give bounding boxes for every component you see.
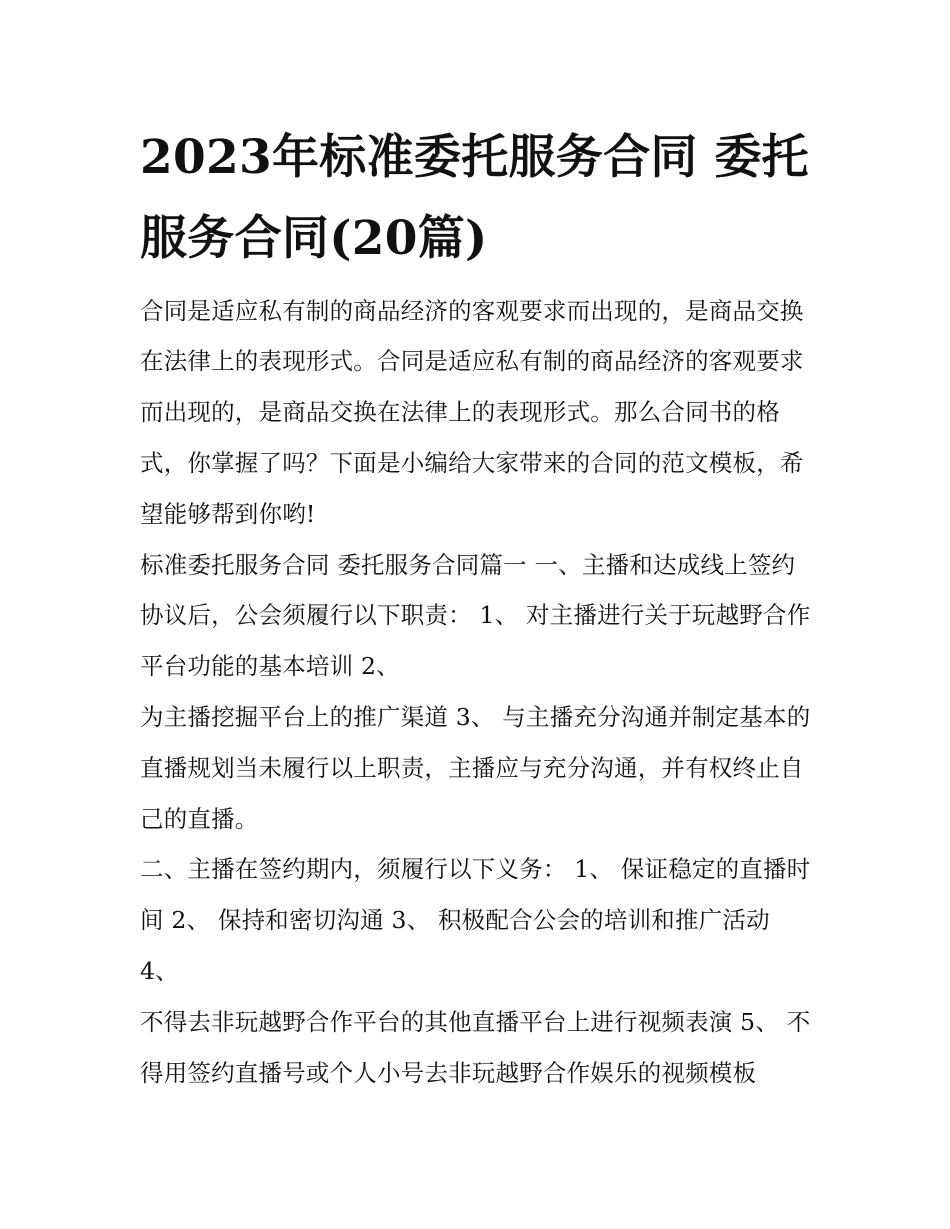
paragraph-contract-part-2: 二、主播在签约期内，须履行以下义务： 1、 保证稳定的直播时间 2、 保持和密切沟通 3、 积极配合公会的培训和推广活动 4、: [140, 855, 811, 986]
paragraph-contract-part-1: 标准委托服务合同 委托服务合同篇一 一、主播和达成线上签约协议后，公会须履行以下职责： 1、 对主播进行关于玩越野合作平台功能的基本培训 2、: [140, 550, 811, 681]
paragraph-intro: 合同是适应私有制的商品经济的客观要求而出现的，是商品交换在法律上的表现形式。合同是适应私有制的商品经济的客观要求而出现的，是商品交换在法律上的表现形式。那么合同书的格式，你掌握了吗？下面是小编给大家带来的合同的范文模板，希望能够帮到你哟!: [140, 296, 804, 528]
paragraph-contract-duties: 为主播挖掘平台上的推广渠道 3、 与主播充分沟通并制定基本的直播规划当未履行以上职责，主播应与充分沟通，并有权终止自己的直播。: [140, 703, 811, 833]
paragraph-contract-obligations: 不得去非玩越野合作平台的其他直播平台上进行视频表演 5、 不得用签约直播号或个人小号去非玩越野合作娱乐的视频模板: [140, 1007, 811, 1087]
document-page: [140, 118, 815, 1098]
document-title: 2023年标准委托服务合同 委托服务合同(20篇): [140, 130, 809, 266]
